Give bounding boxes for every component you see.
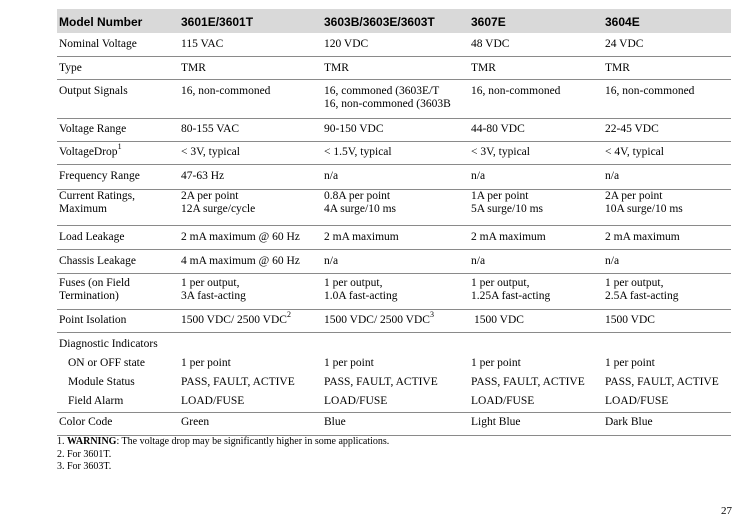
row-diagnostic-indicators [57,333,731,355]
header-model-3601: 3601E/3601T [181,15,254,29]
row-nominal-voltage [57,33,731,57]
cell-value: 1500 VDC [605,314,655,326]
row-label: Chassis Leakage [59,255,136,267]
footnote-ref: 3 [429,310,434,320]
footnote-ref: 1 [117,142,122,152]
row-label: Fuses (on Field [59,277,130,289]
row-label: Current Ratings, [59,190,136,202]
cell-value: 0.8A per point [324,190,391,202]
cell-value: < 3V, typical [181,146,240,158]
cell-value: 44-80 VDC [471,123,525,135]
row-chassis-leakage [57,250,731,274]
row-field-alarm [57,393,731,413]
row-current-ratings [57,190,731,226]
cell-value: 1.25A fast-acting [471,290,551,302]
cell-value: 2A per point [181,190,239,202]
row-output-signals [57,80,731,119]
cell-value: 16, non-commoned [181,85,271,97]
cell-value: n/a [605,255,620,267]
cell-value: Blue [324,416,346,428]
cell-value: n/a [471,255,486,267]
cell-value: 4 mA maximum @ 60 Hz [181,255,300,267]
cell-value: Green [181,416,210,428]
cell-value: 4A surge/10 ms [324,203,396,215]
cell-value: 2 mA maximum @ 60 Hz [181,231,300,243]
row-fuses [57,274,731,310]
cell-value: TMR [324,62,349,74]
cell-value: PASS, FAULT, ACTIVE [324,376,438,388]
cell-value: n/a [605,170,620,182]
cell-value: PASS, FAULT, ACTIVE [471,376,585,388]
cell-text: 1500 VDC/ 2500 VDC [324,314,430,326]
row-module-status [57,374,731,393]
header-model-3604: 3604E [605,15,640,29]
row-label [59,142,122,159]
cell-value: 16, non-commoned [471,85,561,97]
row-label: Type [59,62,82,74]
row-label: Diagnostic Indicators [59,338,158,350]
cell-value: 1 per point [471,357,521,369]
cell-value: n/a [324,170,339,182]
cell-value: TMR [181,62,206,74]
row-frequency-range [57,165,731,190]
cell-value: 5A surge/10 ms [471,203,543,215]
table-header [57,9,731,33]
cell-value: 2 mA maximum [471,231,546,243]
cell-value: 120 VDC [324,38,369,50]
cell-value: 47-63 Hz [181,170,225,182]
row-label: Field Alarm [68,395,124,407]
row-label: Module Status [68,376,135,388]
cell-value: 2 mA maximum [605,231,680,243]
page-number: 27 [721,505,732,517]
row-label: Termination) [59,290,119,302]
cell-value: n/a [471,170,486,182]
row-label: Voltage Range [59,123,127,135]
cell-value: 2A per point [605,190,663,202]
cell-value: 1.0A fast-acting [324,290,398,302]
cell-value: 16, commoned (3603E/T [324,85,440,97]
cell-value: LOAD/FUSE [471,395,535,407]
cell-value: 1 per point [605,357,655,369]
cell-value: 90-150 VDC [324,123,384,135]
row-label: Maximum [59,203,107,215]
footnote-3: 3. For 3603T. [57,461,112,472]
row-label: Frequency Range [59,170,140,182]
header-model-3603: 3603B/3603E/3603T [324,15,435,29]
footnote-1 [57,436,389,449]
cell-value: 48 VDC [471,38,510,50]
footnote-text: : The voltage drop may be significantly higher in some applications. [116,436,390,447]
cell-value: 12A surge/cycle [181,203,256,215]
cell-value: 1500 VDC [474,314,524,326]
row-on-off-state [57,355,731,374]
cell-value: LOAD/FUSE [181,395,245,407]
cell-value: 10A surge/10 ms [605,203,683,215]
cell-value: 16, non-commoned [605,85,695,97]
cell-value: < 3V, typical [471,146,530,158]
row-label-text: VoltageDrop [59,146,118,158]
cell-value: 1 per point [324,357,374,369]
cell-value: < 4V, typical [605,146,664,158]
cell-value: 1 per output, [471,277,530,289]
row-voltage-drop [57,142,731,165]
footnote-number: 1. [57,436,65,447]
cell-value: 22-45 VDC [605,123,659,135]
cell-value: < 1.5V, typical [324,146,392,158]
row-label: Nominal Voltage [59,38,137,50]
cell-value: 80-155 VAC [181,123,240,135]
warning-label: WARNING [67,436,117,447]
cell-value: TMR [471,62,496,74]
cell-value: 16, non-commoned (3603B [324,98,451,110]
footnote-2: 2. For 3601T. [57,448,112,460]
cell-value: n/a [324,255,339,267]
cell-value: 115 VAC [181,38,224,50]
cell-value: LOAD/FUSE [605,395,669,407]
cell-text: 1500 VDC/ 2500 VDC [181,314,287,326]
cell-value: 1 per point [181,357,231,369]
row-label: ON or OFF state [68,357,145,369]
cell-value: PASS, FAULT, ACTIVE [605,376,719,388]
cell-value: 2.5A fast-acting [605,290,679,302]
cell-value: PASS, FAULT, ACTIVE [181,376,295,388]
cell-value: 24 VDC [605,38,644,50]
footnotes [57,436,389,474]
cell-value: 1A per point [471,190,529,202]
row-type [57,57,731,80]
row-voltage-range [57,119,731,142]
row-label: Color Code [59,416,113,428]
footnote-ref: 2 [286,310,291,320]
cell-value: Light Blue [471,416,521,428]
row-point-isolation [57,310,731,333]
row-label: Load Leakage [59,231,125,243]
cell-value [324,310,434,327]
cell-value: 1 per output, [324,277,383,289]
cell-value: TMR [605,62,630,74]
cell-value: 2 mA maximum [324,231,399,243]
row-color-code [57,413,731,436]
row-label: Point Isolation [59,314,127,326]
row-label: Output Signals [59,85,128,97]
cell-value: Dark Blue [605,416,653,428]
row-load-leakage [57,226,731,250]
cell-value: LOAD/FUSE [324,395,388,407]
cell-value: 3A fast-acting [181,290,246,302]
header-model-3607: 3607E [471,15,506,29]
cell-value: 1 per output, [181,277,240,289]
cell-value: 1 per output, [605,277,664,289]
cell-value [181,310,291,327]
header-model-number: Model Number [59,15,143,29]
